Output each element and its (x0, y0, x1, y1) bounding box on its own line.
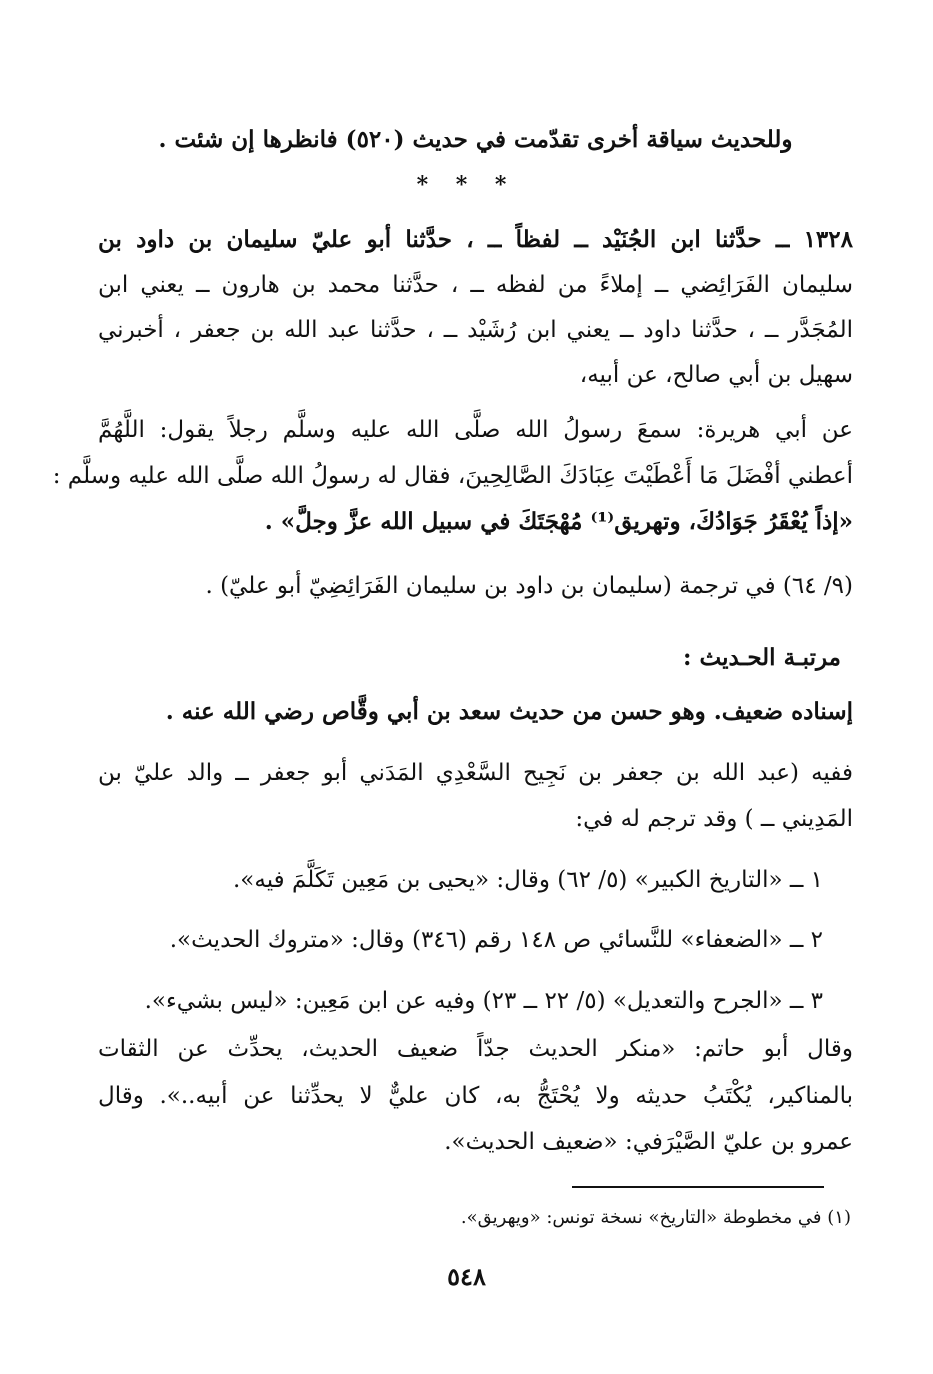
footnote: (١) في مخطوطة «التاريخ» نسخة تونس: «ويهريق». (460, 1207, 851, 1228)
source-reference: (٩/ ٦٤) في ترجمة (سليمان بن داود بن سليمان الفَرَائِضِيّ أبو عليّ) . (205, 573, 853, 599)
analysis-paragraph-2-line-3: عمرو بن عليّ الصَّيْرَفي: «ضعيف الحديث». (444, 1129, 853, 1155)
hadith-chain-line-3: المُجَدَّر ــ ، حدَّثنا داود ــ يعني ابن رُشَيْد ــ ، حدَّثنا عبد الله بن جعفر ، أخبرني (98, 317, 853, 343)
hadith-chain-line-4: سهيل بن أبي صالح، عن أبيه، (579, 362, 853, 388)
analysis-paragraph-1-line-1: ففيه (عبد الله بن جعفر بن نَجِيح السَّعْدِي المَدَني أبو جعفر ــ والد عليّ بن (98, 760, 853, 786)
hadith-text-line-2: أعطني أفْضَلَ مَا أَعْطَيْتَ عِبَادَكَ الصَّالِحِينَ، فقال له رسولُ الله صلَّى الله عليه وسلَّم : (52, 463, 853, 489)
footnote-rule (572, 1186, 824, 1188)
top-note: وللحديث سياقة أخرى تقدّمت في حديث (٥٢٠) فانظرها إن شئت . (158, 126, 793, 153)
page-number: ٥٤٨ (447, 1262, 486, 1291)
hadith-text-line-3: «إذاً يُعْقَرُ جَوَادُكَ، وتهريق⁽¹⁾ مُهْجَتَكَ في سبيل الله عزَّ وجلَّ» . (264, 508, 853, 535)
grade-verdict: إسناده ضعيف. وهو حسن من حديث سعد بن أبي وقَّاص رضي الله عنه . (165, 698, 853, 725)
hadith-text-line-1: عن أبي هريرة: سمعَ رسولُ الله صلَّى الله عليه وسلَّم رجلاً يقول: اللَّهُمَّ (98, 417, 853, 443)
analysis-paragraph-2-line-1: وقال أبو حاتم: «منكر الحديث جدّاً ضعيف الحديث، يحدِّث عن الثقات (98, 1036, 853, 1062)
grade-heading: مرتبـة الحـديث : (683, 644, 841, 671)
reference-item-3: ٣ ــ «الجرح والتعديل» (٥/ ٢٢ ــ ٢٣) وفيه عن ابن مَعِين: «ليس بشيء». (144, 988, 823, 1014)
section-separator: * * * (416, 172, 517, 198)
analysis-paragraph-2-line-2: بالمناكير، يُكْتَبُ حديثه ولا يُحْتَجُّ به، كان عليٌّ لا يحدِّثنا عن أبيه..». وقال (98, 1083, 853, 1109)
reference-item-1: ١ ــ «التاريخ الكبير» (٥/ ٦٢) وقال: «يحيى بن مَعِين تَكَلَّمَ فيه». (232, 867, 823, 893)
reference-item-2: ٢ ــ «الضعفاء» للنَّسائي ص ١٤٨ رقم (٣٤٦) وقال: «متروك الحديث». (169, 927, 823, 953)
hadith-number-line: ١٣٢٨ ــ حدَّثنا ابن الجُنَيْد ــ لفظاً ــ ، حدَّثنا أبو عليّ سليمان بن داود بن (98, 226, 853, 253)
hadith-chain-line-2: سليمان الفَرَائِضي ــ إملاءً من لفظه ــ ، حدَّثنا محمد بن هارون ــ يعني ابن (98, 272, 853, 298)
analysis-paragraph-1-line-2: المَدِيني ــ ) وقد ترجم له في: (575, 806, 853, 832)
